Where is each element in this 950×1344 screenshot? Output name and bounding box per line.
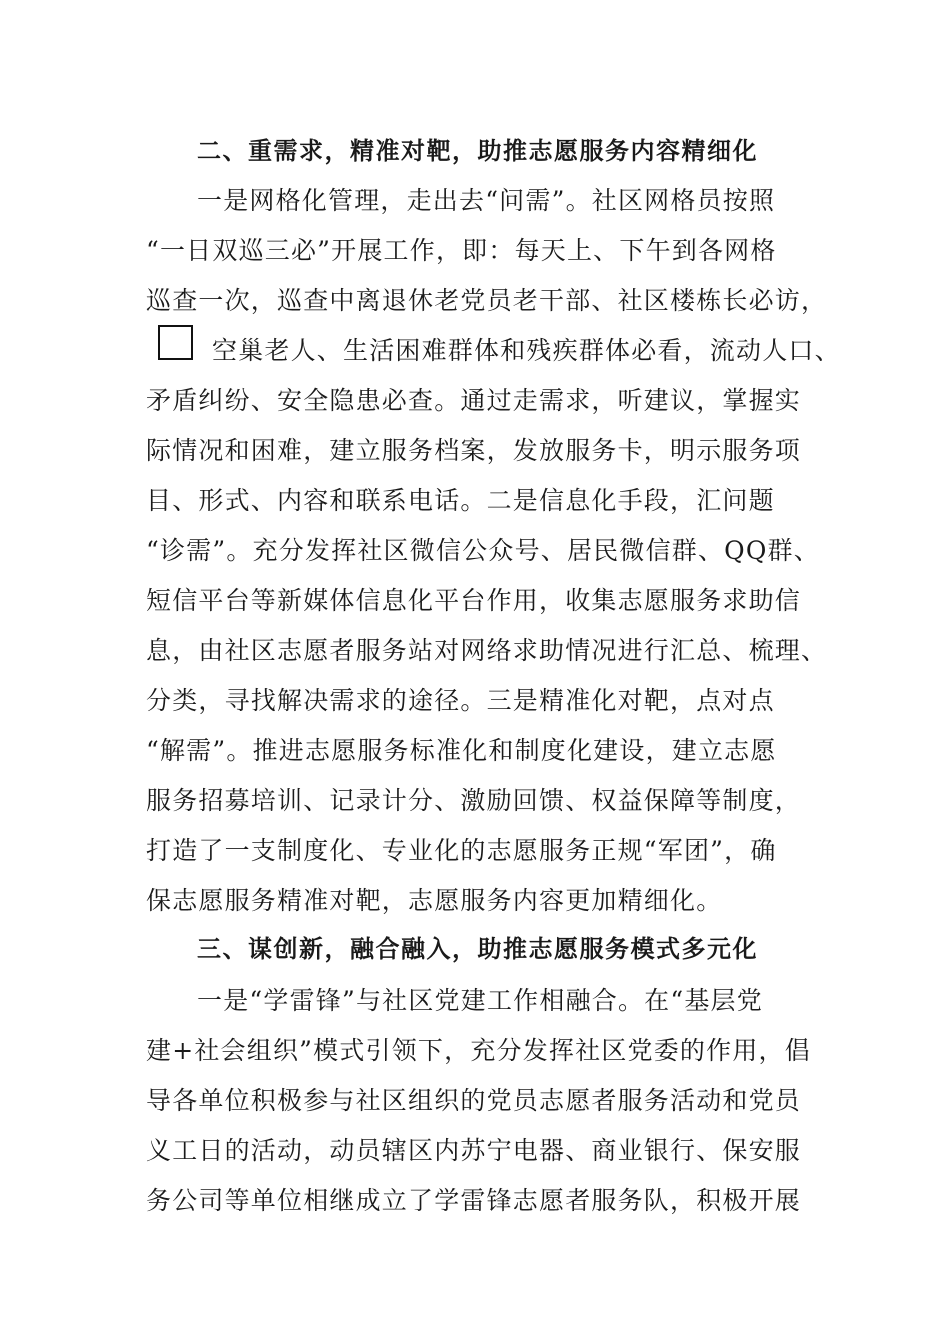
paragraph-line: 空巢老人、生活困难群体和残疾群体必看，流动人口、	[212, 336, 841, 365]
checkbox[interactable]	[158, 325, 193, 360]
section-2-heading: 二、重需求，精准对靶，助推志愿服务内容精细化	[197, 137, 758, 165]
paragraph-line: 义工日的活动，动员辖区内苏宁电器、商业银行、保安服	[146, 1136, 802, 1165]
paragraph-line: 矛盾纠纷、安全隐患必查。通过走需求，听建议，掌握实	[146, 386, 802, 415]
paragraph-line: 保志愿服务精准对靶，志愿服务内容更加精细化。	[146, 886, 723, 915]
paragraph-line: 务公司等单位相继成立了学雷锋志愿者服务队，积极开展	[146, 1186, 802, 1215]
section-3-heading: 三、谋创新，融合融入，助推志愿服务模式多元化	[197, 935, 758, 963]
paragraph-line: 打造了一支制度化、专业化的志愿服务正规“军团”，确	[146, 836, 777, 865]
paragraph-line: 息，由社区志愿者服务站对网络求助情况进行汇总、梳理、	[146, 636, 828, 665]
paragraph-line: 导各单位积极参与社区组织的党员志愿者服务活动和党员	[146, 1086, 802, 1115]
paragraph-line: 分类，寻找解决需求的途径。三是精准化对靶，点对点	[146, 686, 775, 715]
paragraph-line: 短信平台等新媒体信息化平台作用，收集志愿服务求助信	[146, 586, 802, 615]
paragraph-line: 一是“学雷锋”与社区党建工作相融合。在“基层党	[197, 986, 763, 1015]
paragraph-line: “诊需”。充分发挥社区微信公众号、居民微信群、QQ群、	[146, 536, 820, 565]
paragraph-line: 际情况和困难，建立服务档案，发放服务卡，明示服务项	[146, 436, 802, 465]
paragraph-line: “解需”。推进志愿服务标准化和制度化建设，建立志愿	[146, 736, 777, 765]
paragraph-line: 一是网格化管理，走出去“问需”。社区网格员按照	[197, 186, 776, 215]
paragraph-line: 服务招募培训、记录计分、激励回馈、权益保障等制度，	[146, 786, 802, 815]
paragraph-line: 巡查一次，巡查中离退休老党员老干部、社区楼栋长必访，	[146, 286, 828, 315]
paragraph-line: “一日双巡三必”开展工作，即：每天上、下午到各网格	[146, 236, 777, 265]
paragraph-line: 建+社会组织”模式引领下，充分发挥社区党委的作用，倡	[146, 1036, 811, 1065]
paragraph-line: 目、形式、内容和联系电话。二是信息化手段，汇问题	[146, 486, 775, 515]
